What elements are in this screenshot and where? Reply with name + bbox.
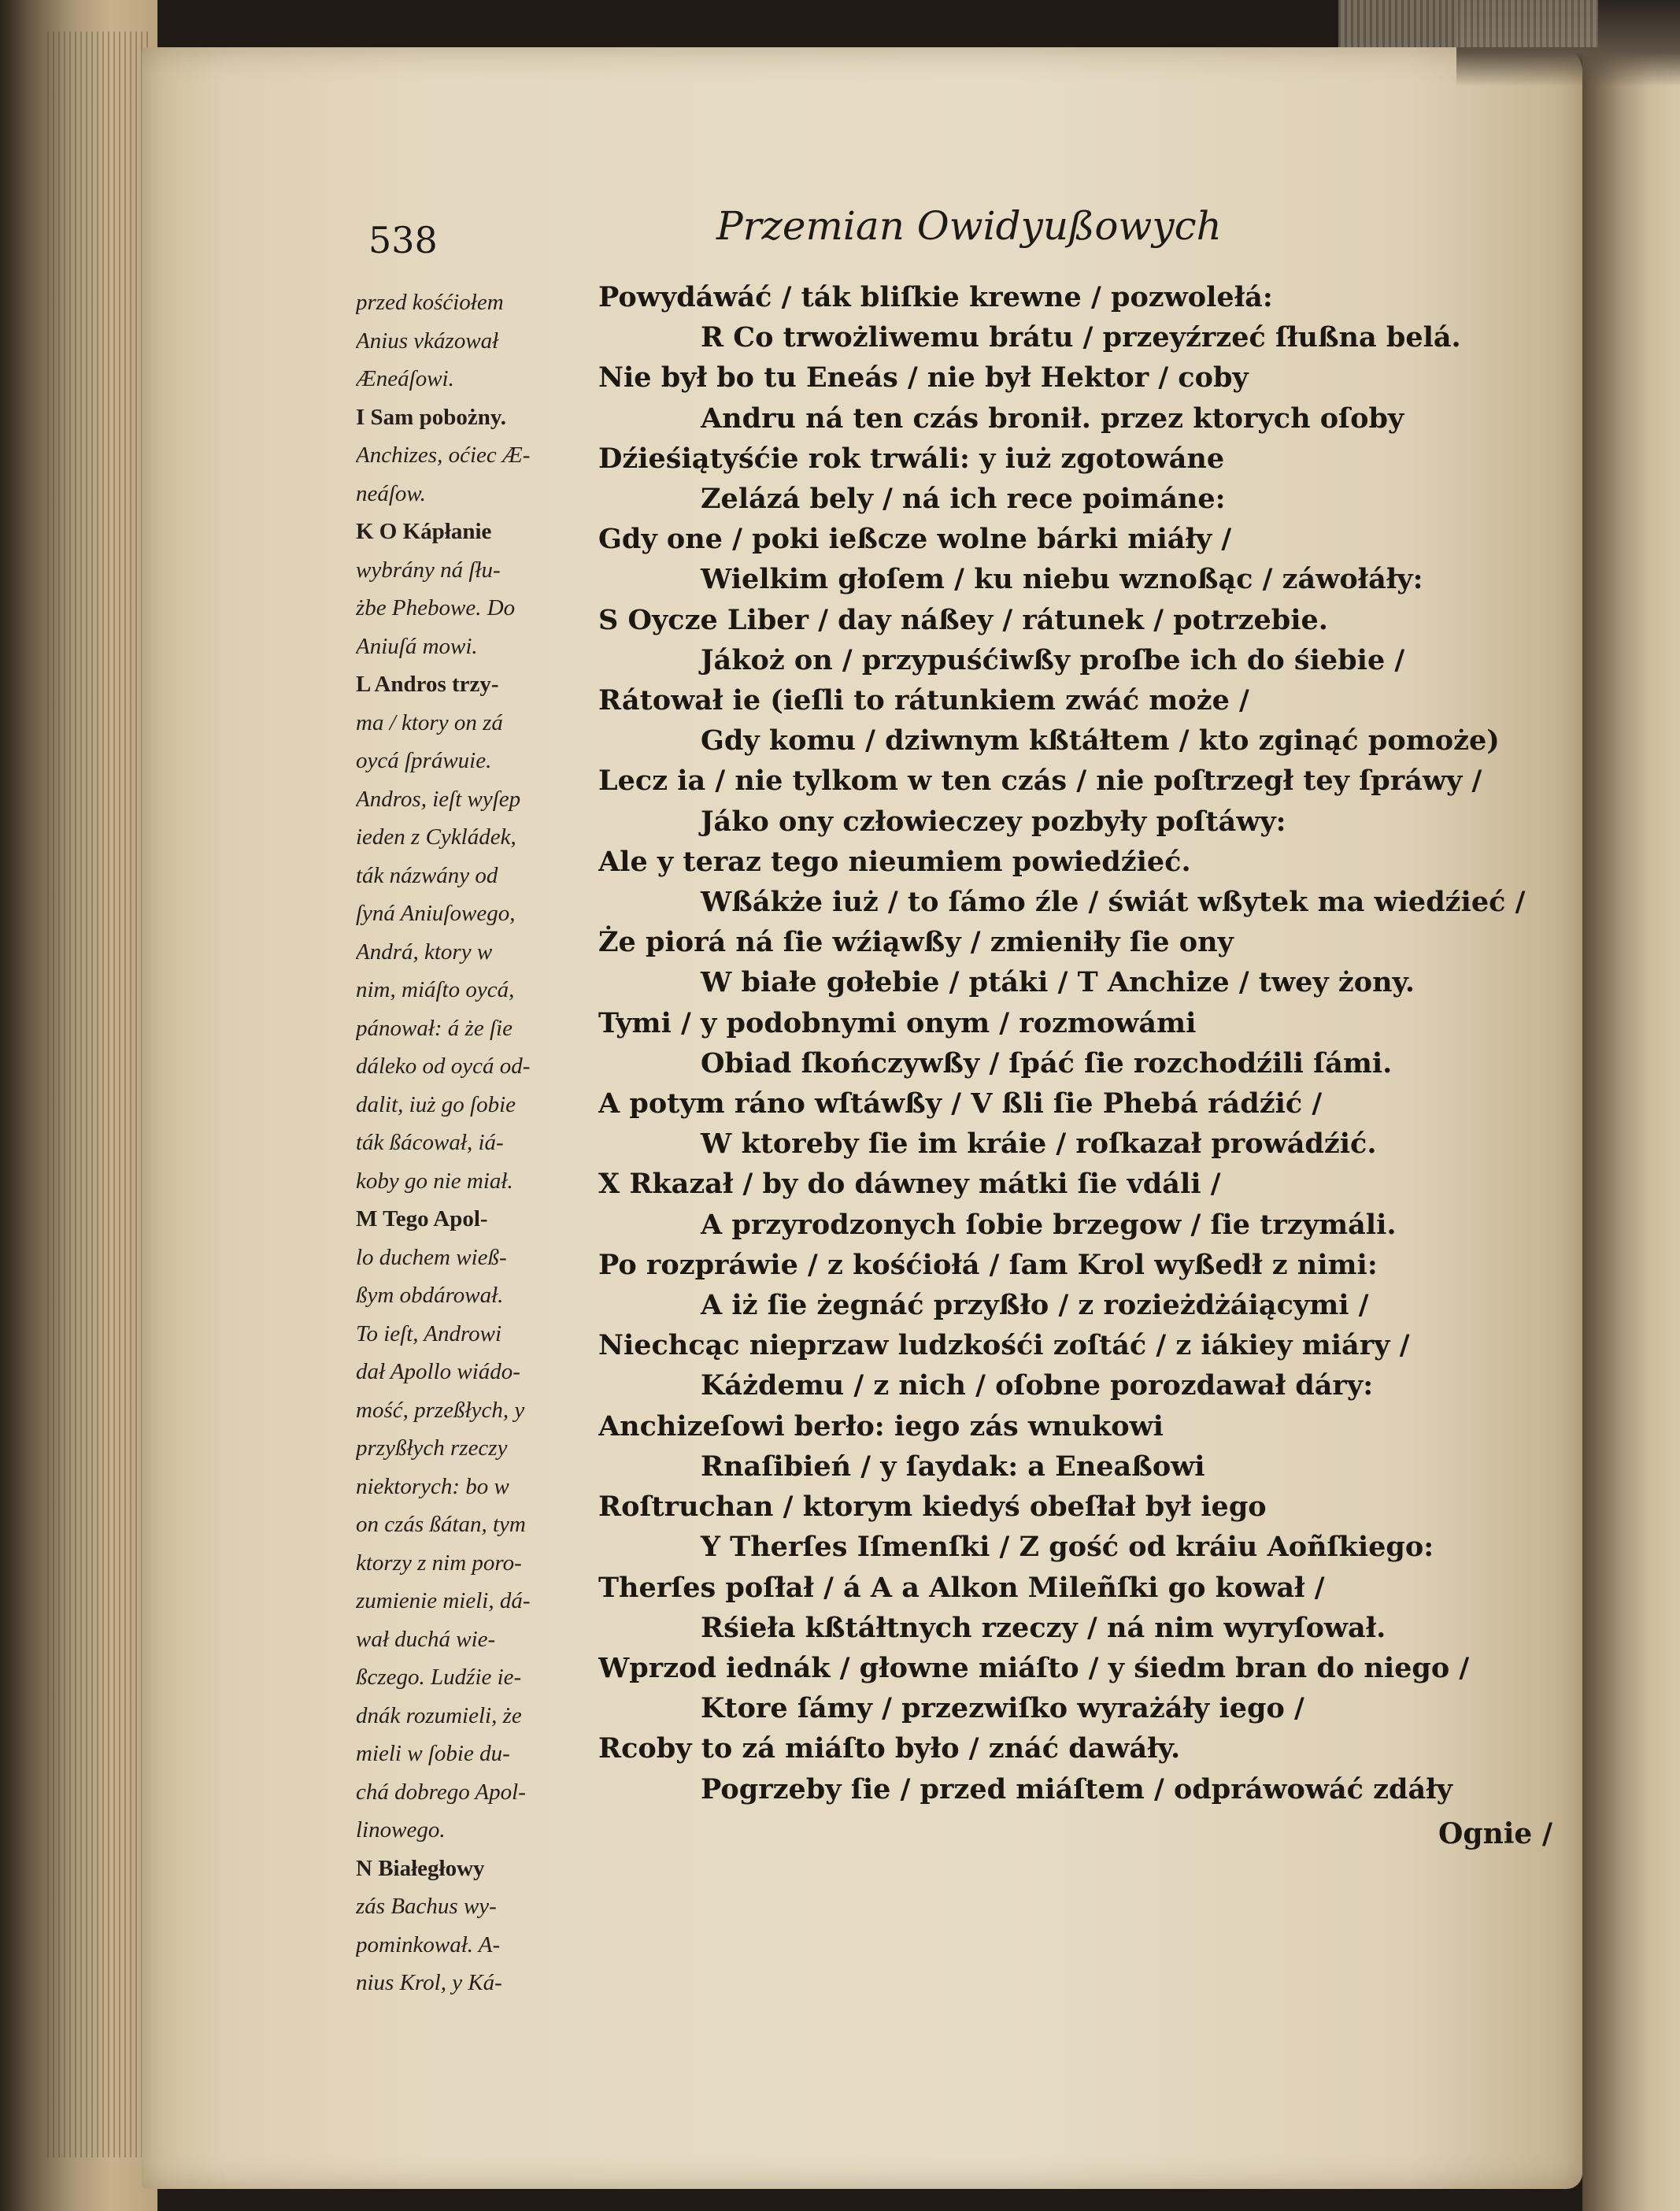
margin-note-line: pánował: á że ſie <box>356 1015 513 1041</box>
margin-note-line: przed kośćiołem <box>356 290 504 315</box>
verse-line: A iż ſie żegnáć przyßło / z rozieżdżáiącymi / <box>701 1289 1369 1322</box>
margin-note-line: lo duchem wieß- <box>356 1244 507 1270</box>
verse-line: Andru ná ten czás bronił. przez ktorych oſoby <box>701 402 1404 435</box>
margin-note-line: ſyná Aniuſowego, <box>356 901 516 926</box>
catchword: Ognie / <box>1438 1817 1552 1850</box>
verse-line: Jákoż on / przypuśćiwßy proſbe ich do śiebie / <box>701 643 1405 676</box>
margin-note-line: L Andros trzy- <box>356 672 499 697</box>
verse-line: Tymi / y podobnymi onym / rozmowámi <box>598 1006 1197 1039</box>
margin-note-line: chá dobrego Apol- <box>356 1779 526 1805</box>
verse-line: Roſtruchan / ktorym kiedyś obeſłał był iego <box>598 1491 1267 1524</box>
verse-line: Gdy komu / dziwnym kßtáłtem / kto zginąć pomoże) <box>701 724 1500 757</box>
margin-note-line: dalit, iuż go ſobie <box>356 1091 516 1117</box>
book-gutter <box>1582 31 1680 2211</box>
margin-note-line: koby go nie miał. <box>356 1168 513 1194</box>
verse-line: Y Therſes Iſmenſki / Z gość od kráiu Aoñſkiego: <box>701 1531 1434 1564</box>
verse-line: Rcoby to zá miáſto było / znáć dawáły. <box>598 1732 1181 1765</box>
margin-note-line: dáleko od oycá od- <box>356 1054 531 1079</box>
margin-note-line: ktorzy z nim poro- <box>356 1550 522 1576</box>
margin-note-line: nim, miáſto oycá, <box>356 977 515 1002</box>
verse-line: Zelázá bely / ná ich rece poimáne: <box>701 483 1226 516</box>
margin-note-line: oycá ſpráwuie. <box>356 748 492 773</box>
margin-note-line: ma / ktory on zá <box>356 709 503 735</box>
margin-note-line: Anius vkázował <box>356 328 499 354</box>
verse-line: W ktoreby ſie im kráie / roſkazał prowádźić. <box>701 1128 1377 1161</box>
verse-line: Anchizeſowi berło: iego zás wnukowi <box>598 1409 1164 1443</box>
verse-line: W białe gołebie / ptáki / T Anchize / twey żony. <box>701 966 1415 999</box>
running-head: Przemian Owidyußowych <box>716 203 1222 249</box>
verse-line: Nie był bo tu Eneás / nie był Hektor / coby <box>598 361 1249 394</box>
verse-line: A przyrodzonych ſobie brzegow / ſie trzymáli. <box>701 1208 1397 1241</box>
margin-note-line: M Tego Apol- <box>356 1206 488 1231</box>
verse-line: Rnaſibień / y ſaydak: a Eneaßowi <box>701 1450 1205 1483</box>
margin-note-line: neáſow. <box>356 480 426 506</box>
margin-note-line: wybrány ná ſłu- <box>356 557 501 583</box>
verse-line: Lecz ia / nie tylkom w ten czás / nie poſtrzegł tey ſpráwy / <box>598 765 1482 798</box>
margin-note-line: przyßłych rzeczy <box>356 1435 508 1461</box>
verse-line: Dźieśiątyśćie rok trwáli: y iuż zgotowáne <box>598 442 1225 475</box>
margin-note-line: ßym obdárował. <box>356 1283 504 1308</box>
verse-line: Pogrzeby ſie / przed miáſtem / odpráwowáć zdáły <box>701 1772 1452 1805</box>
margin-note-line: I Sam pobożny. <box>356 404 506 430</box>
verse-line: S Oycze Liber / day náßey / rátunek / potrzebie. <box>598 603 1328 636</box>
margin-note-line: ták ßácował, iá- <box>356 1130 504 1155</box>
margin-note-line: dnák rozumieli, że <box>356 1702 522 1728</box>
margin-note-line: mość, przeßłych, y <box>356 1397 525 1423</box>
verse-line: Gdy one / poki ießcze wolne bárki miáły / <box>598 523 1232 556</box>
margin-note-line: ieden z Cykládek, <box>356 824 516 850</box>
margin-note-line: K O Kápłanie <box>356 519 492 544</box>
margin-note-line: nius Krol, y Ká- <box>356 1970 502 1995</box>
margin-note-line: zumienie mieli, dá- <box>356 1588 531 1613</box>
margin-note-line: niektorych: bo w <box>356 1473 509 1499</box>
book-edge-left <box>0 0 157 2211</box>
margin-note-line: ßczego. Ludźie ie- <box>356 1665 522 1690</box>
margin-note-line: on czás ßátan, tym <box>356 1512 526 1537</box>
margin-note-line: linowego. <box>356 1817 446 1842</box>
verse-line: Wprzod iednák / głowne miáſto / y śiedm bran do niego / <box>598 1651 1470 1684</box>
marginal-notes <box>356 283 596 2002</box>
verse-line: Therſes poſłał / á A a Alkon Mileñſki go kował / <box>598 1571 1325 1604</box>
margin-note-line: N Białegłowy <box>356 1855 485 1881</box>
verse-line: Rśieła kßtáłtnych rzeczy / ná nim wyryſował. <box>701 1611 1386 1644</box>
margin-note-line: Aniuſá mowi. <box>356 633 478 659</box>
page-number: 538 <box>368 219 438 261</box>
verse-line: Że piorá ná ſie wźiąwßy / zmieniły ſie ony <box>598 926 1234 959</box>
verse-line: Powydáwáć / ták bliſkie krewne / pozwolełá: <box>598 281 1273 313</box>
verse-line: A potym ráno wſtáwßy / V ßli ſie Phebá rádźić / <box>598 1087 1323 1120</box>
verse-line: Ktore ſámy / przezwiſko wyrażáły iego / <box>701 1692 1304 1725</box>
binding-fore-edge <box>1338 0 1598 47</box>
margin-note-line: pominkował. A- <box>356 1931 501 1957</box>
verse-line: Wßákże iuż / to ſámo źle / świát wßytek ma wiedźieć / <box>701 886 1526 919</box>
verse-line: R Co trwożliwemu brátu / przeyźrzeć ſłußna belá. <box>701 321 1461 354</box>
margin-note-line: żbe Phebowe. Do <box>356 595 516 620</box>
margin-note-line: mieli w ſobie du- <box>356 1741 510 1766</box>
margin-note-line: ták názwány od <box>356 862 498 888</box>
margin-note-line: Andros, ieſt wyſep <box>356 786 521 812</box>
verse-line: Káżdemu / z nich / oſobne porozdawał dáry: <box>701 1369 1374 1402</box>
verse-line: Wielkim głoſem / ku niebu wznoßąc / záwołáły: <box>701 563 1423 596</box>
verse-line: Ale y teraz tego nieumiem powiedźieć. <box>598 845 1191 878</box>
margin-note-line: Anchizes, oćiec Æ- <box>356 443 531 468</box>
margin-note-line: Æneáſowi. <box>356 366 454 391</box>
verse-column <box>598 277 1567 1854</box>
margin-note-line: Andrá, ktory w <box>356 939 493 965</box>
margin-note-line: wał duchá wie- <box>356 1626 496 1652</box>
verse-line: Jáko ony człowieczey pozbyły poſtáwy: <box>701 805 1286 838</box>
page-stack-edges <box>47 31 150 2157</box>
verse-line: X Rkazał / by do dáwney mátki ſie vdáli / <box>598 1168 1221 1201</box>
margin-note-line: To ieſt, Androwi <box>356 1320 502 1346</box>
verse-line: Obiad ſkończywßy / ſpáć ſie rozchodźili ſámi. <box>701 1046 1393 1080</box>
verse-line: Niechcąc nieprzaw ludzkośći zoſtáć / z iákiey miáry / <box>598 1329 1410 1362</box>
margin-note-line: zás Bachus wy- <box>356 1894 497 1919</box>
verse-line: Po rozpráwie / z kośćiołá / ſam Krol wyßedł z nimi: <box>598 1248 1378 1281</box>
verse-line: Rátował ie (ieſli to rátunkiem zwáć może / <box>598 684 1249 717</box>
margin-note-line: dał Apollo wiádo- <box>356 1359 520 1384</box>
